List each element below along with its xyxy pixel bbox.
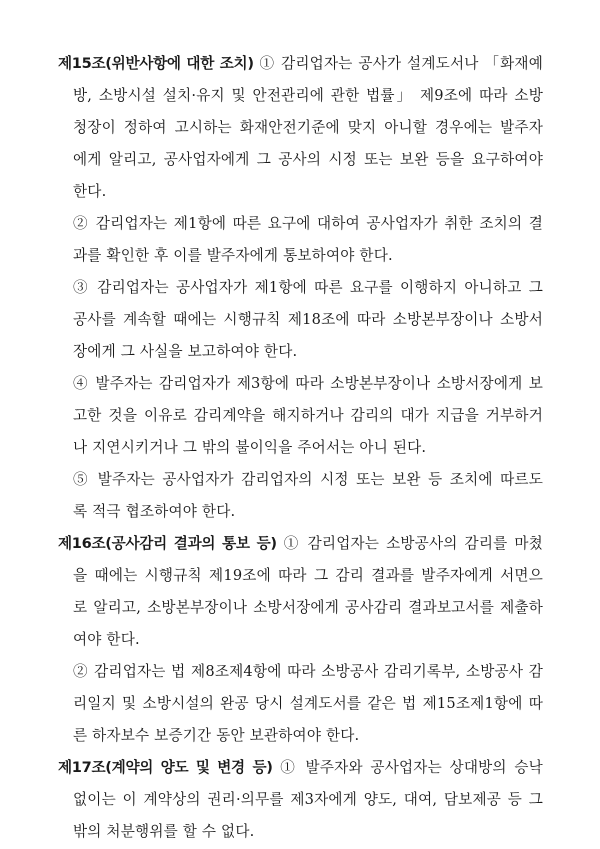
- article-16-heading: 제16조(공사감리 결과의 통보 등): [58, 535, 277, 552]
- article-15-para-3-line-2: 공사를 계속할 때에는 시행규칙 제18조에 따라 소방본부장이나 소방서: [73, 311, 543, 328]
- article-15-para-1-line-3: 청장이 정하여 고시하는 화재안전기준에 맞지 아니할 경우에는 발주자: [73, 119, 543, 136]
- article-17-heading: 제17조(계약의 양도 및 변경 등): [58, 759, 273, 776]
- article-15-para-4-line-2: 고한 것을 이유로 감리계약을 해지하거나 감리의 대가 지급을 거부하거: [73, 407, 543, 424]
- article-16-para-1-line-3: 로 알리고, 소방본부장이나 소방서장에게 공사감리 결과보고서를 제출하: [73, 599, 543, 616]
- article-15-first-line: [58, 54, 543, 74]
- article-17-para-1-line-2: 없이는 이 계약상의 권리·의무를 제3자에게 양도, 대여, 담보제공 등 그: [73, 791, 543, 808]
- article-17-first-line: [58, 758, 543, 778]
- article-16-para-1-line-4: 여야 한다.: [73, 631, 140, 648]
- article-17-para-1-line-3: 밖의 처분행위를 할 수 없다.: [73, 823, 255, 840]
- article-15-para-3-line-1: ③ 감리업자는 공사업자가 제1항에 따른 요구를 이행하지 아니하고 그: [73, 279, 543, 296]
- article-17-para-1-line-1: ① 발주자와 공사업자는 상대방의 승낙: [272, 759, 543, 776]
- article-16-para-2-line-3: 른 하자보수 보증기간 동안 보관하여야 한다.: [73, 727, 360, 744]
- article-15-heading: 제15조(위반사항에 대한 조치): [58, 55, 254, 72]
- article-15-para-1-line-1: ① 감리업자는 공사가 설계도서나 「화재예: [253, 55, 543, 72]
- article-16-para-1-line-2: 을 때에는 시행규칙 제19조에 따라 그 감리 결과를 발주자에게 서면으: [73, 567, 543, 584]
- article-15-para-4-line-1: ④ 발주자는 감리업자가 제3항에 따라 소방본부장이나 소방서장에게 보: [73, 375, 543, 392]
- article-15-para-4-line-3: 나 지연시키거나 그 밖의 불이익을 주어서는 아니 된다.: [73, 439, 427, 456]
- article-15-para-2-line-2: 과를 확인한 후 이를 발주자에게 통보하여야 한다.: [73, 247, 393, 264]
- article-15-para-1-line-2: 방, 소방시설 설치·유지 및 안전관리에 관한 법률」 제9조에 따라 소방: [73, 87, 543, 104]
- article-16-para-2-line-2: 리일지 및 소방시설의 완공 당시 설계도서를 같은 법 제15조제1항에 따: [73, 695, 543, 712]
- article-15-para-5-line-2: 록 적극 협조하여야 한다.: [73, 503, 236, 520]
- article-15-para-1-line-4: 에게 알리고, 공사업자에게 그 공사의 시정 또는 보완 등을 요구하여야: [73, 151, 543, 168]
- article-16-para-2-line-1: ② 감리업자는 법 제8조제4항에 따라 소방공사 감리기록부, 소방공사 감: [73, 663, 543, 680]
- article-15-para-5-line-1: ⑤ 발주자는 공사업자가 감리업자의 시정 또는 보완 등 조치에 따르도: [73, 471, 543, 488]
- article-15-para-1-line-5: 한다.: [73, 183, 107, 200]
- article-15-para-3-line-3: 장에게 그 사실을 보고하여야 한다.: [73, 343, 298, 360]
- article-16-para-1-line-1: ① 감리업자는 소방공사의 감리를 마쳤: [276, 535, 543, 552]
- article-16-first-line: [58, 534, 543, 554]
- article-15-para-2-line-1: ② 감리업자는 제1항에 따른 요구에 대하여 공사업자가 취한 조치의 결: [73, 215, 543, 232]
